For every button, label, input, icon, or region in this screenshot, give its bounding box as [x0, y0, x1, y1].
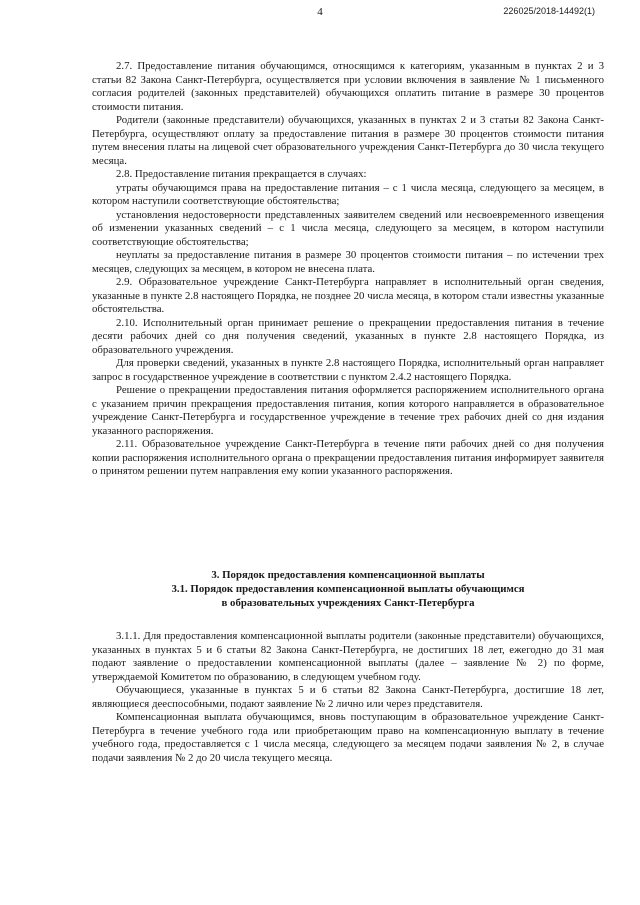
paragraph: 2.9. Образовательное учреждение Санкт-Петербурга направляет в исполнительный орган сведения, указанные в пункте 2.8 настоящего Порядка, не позднее 20 числа месяца, в котором стали известны указанные обстоятельства. — [92, 276, 604, 315]
section-heading — [92, 568, 604, 610]
paragraph: 2.8. Предоставление питания прекращается в случаях: — [116, 168, 367, 180]
paragraph: Решение о прекращении предоставления питания оформляется распоряжением исполнительного органа с указанием причин прекращения предоставления питания, копия которого направляется в образовательное учреждение Санкт-Петербурга и государственное учреждение в течение трех рабочих дней со дня издания указанного распоряжения. — [92, 384, 604, 437]
paragraph: Родители (законные представители) обучающихся, указанных в пунктах 2 и 3 статьи 82 Закона Санкт-Петербурга, осуществляют оплату за предоставление питания в размере 30 процентов стоимости питания путем внесения платы на лицевой счет образовательного учреждения Санкт-Петербурга до 30 числа текущего месяца. — [92, 114, 604, 167]
paragraph: Обучающиеся, указанные в пунктах 5 и 6 статьи 82 Закона Санкт-Петербурга, достигшие 18 лет, являющиеся дееспособными, подают заявление № 2 лично или через представителя. — [92, 684, 604, 710]
paragraph: 2.11. Образовательное учреждение Санкт-Петербурга в течение пяти рабочих дней со дня получения копии распоряжения исполнительного органа о прекращении предоставления питания информирует заявителя о принятом решении путем направления ему копии указанного распоряжения. — [92, 438, 604, 477]
paragraph: утраты обучающимся права на предоставление питания – с 1 числа месяца, следующего за месяцем, в котором наступили соответствующие обстоятельства; — [92, 181, 604, 207]
paragraph: Компенсационная выплата обучающимся, вновь поступающим в образовательное учреждение Санкт-Петербурга в течение учебного года или приобретающим право на компенсационную выплату в течение учебного года, предоставляется с 1 числа месяца, следующего за месяцем подачи заявления № 2, в случае подачи заявления № 2 до 20 числа текущего месяца. — [92, 711, 604, 764]
heading-line: 3.1. Порядок предоставления компенсационной выплаты обучающимся — [171, 583, 525, 595]
heading-line: в образовательных учреждениях Санкт-Петербурга — [221, 597, 475, 609]
paragraph: 2.7. Предоставление питания обучающимся, относящимся к категориям, указанным в пунктах 2 и 3 статьи 82 Закона Санкт-Петербурга, осуществляется при условии включения в заявление № 1 письменного согласия родителей (законных представителей) обучающихся оплатить питание в размере 30 процентов стоимости питания. — [92, 60, 604, 113]
document-id: 226025/2018-14492(1) — [503, 6, 595, 16]
page-number: 4 — [317, 6, 323, 18]
paragraph: неуплаты за предоставление питания в размере 30 процентов стоимости питания – по истечении трех месяцев, следующих за месяцем, в котором не внесена плата. — [92, 249, 604, 275]
paragraph: Для проверки сведений, указанных в пункте 2.8 настоящего Порядка, исполнительный орган направляет запрос в государственное учреждение в соответствии с пунктом 2.4.2 настоящего Порядка. — [92, 357, 604, 383]
paragraph: 2.10. Исполнительный орган принимает решение о прекращении предоставления питания в течение десяти рабочих дней со дня получения сведений, указанных в пункте 2.8 настоящего Порядка, из образовательного учреждения. — [92, 316, 604, 356]
section-2-text — [92, 60, 604, 479]
paragraph: 3.1.1. Для предоставления компенсационной выплаты родители (законные представители) обучающихся, указанных в пунктах 5 и 6 статьи 82 Закона Санкт-Петербурга, не достигших 18 лет, ежегодно до 31 мая подают заявление о предоставлении компенсационной выплаты (далее – заявление № 2) по форме, утверждаемой Комитетом по образованию, в следующем учебном году. — [92, 630, 604, 683]
paragraph: установления недостоверности представленных заявителем сведений или несвоевременного извещения об изменении указанных сведений – с 1 числа месяца, следующего за месяцем, в котором наступили соответствующие обстоятельства; — [92, 208, 604, 248]
heading-line: 3. Порядок предоставления компенсационной выплаты — [211, 569, 485, 581]
section-3-text — [92, 630, 604, 765]
